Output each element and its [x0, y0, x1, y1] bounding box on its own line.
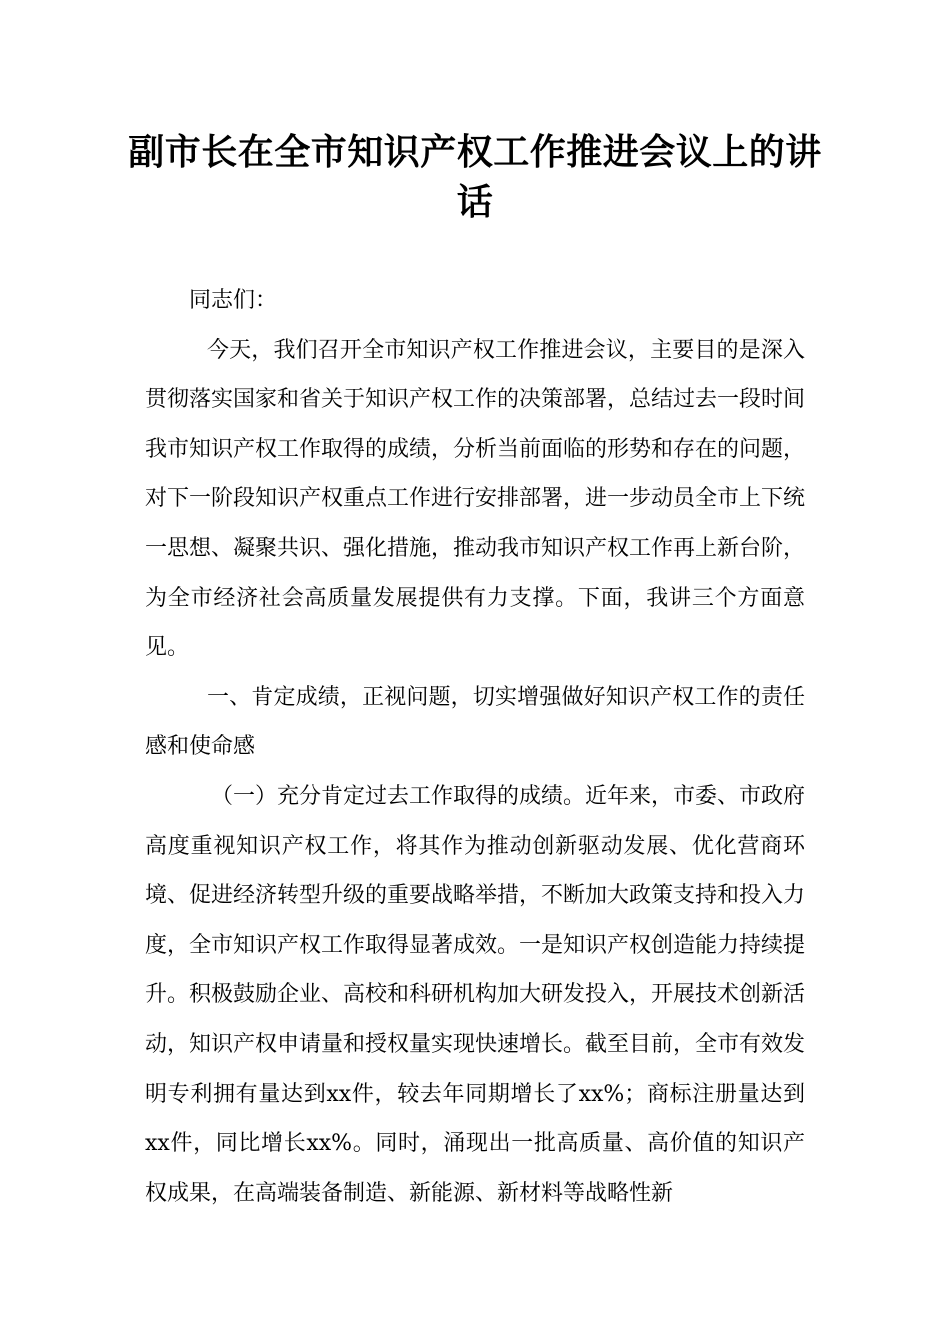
salutation: 同志们：	[189, 288, 278, 313]
intro-paragraph: 今天，我们召开全市知识产权工作推进会议，主要目的是深入贯彻落实国家和省关于知识产权工作的决策部署，总结过去一段时间我市知识产权工作取得的成绩，分析当前面临的形势和存在的问题，对下一阶段知识产权重点工作进行安排部署，进一步动员全市上下统一思想、凝聚共识、强化措施，推动我市知识产权工作再上新台阶，为全市经济社会高质量发展提供有力支撑。下面，我讲三个方面意见。	[145, 337, 806, 661]
document-body	[145, 276, 805, 1218]
subsection-paragraph: （一）充分肯定过去工作取得的成绩。近年来，市委、市政府高度重视知识产权工作，将其作为推动创新驱动发展、优化营商环境、促进经济转型升级的重要战略举措，不断加大政策支持和投入力度，全市知识产权工作取得显著成效。一是知识产权创造能力持续提升。积极鼓励企业、高校和科研机构加大研发投入，开展技术创新活动，知识产权申请量和授权量实现快速增长。截至目前，全市有效发明专利拥有量达到xx件，较去年同期增长了xx%；商标注册量达到xx件，同比增长xx%。同时，涌现出一批高质量、高价值的知识产权成果，在高端装备制造、新能源、新材料等战略性新	[145, 783, 806, 1206]
document-title: 副市长在全市知识产权工作推进会议上的讲话	[128, 132, 822, 223]
section-heading: 一、肯定成绩，正视问题，切实增强做好知识产权工作的责任感和使命感	[145, 684, 805, 760]
